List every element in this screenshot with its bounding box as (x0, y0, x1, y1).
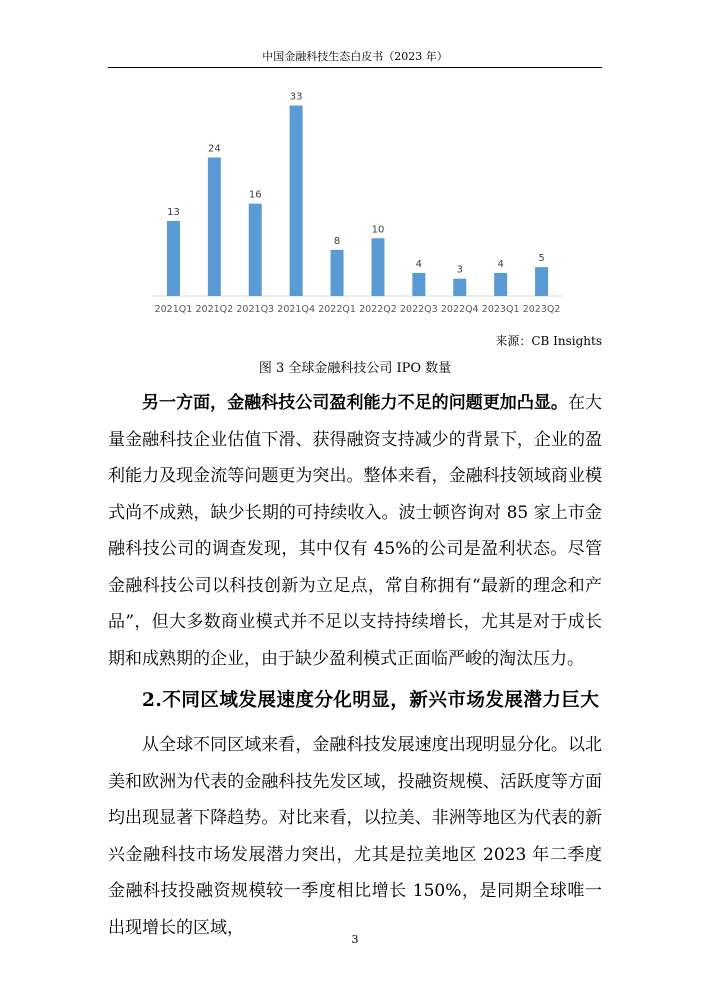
paragraph-lead-bold: 另一方面，金融科技公司盈利能力不足的问题更加凸显。 (142, 393, 568, 413)
data-label-2023Q1: 4 (497, 258, 504, 270)
bar-2022Q1 (331, 250, 344, 296)
data-label-2021Q2: 24 (207, 143, 221, 155)
paragraph-regional: 从全球不同区域来看，金融科技发展速度出现明显分化。以北美和欧洲为代表的金融科技先发区域，投融资规模、活跃度等方面均出现显著下降趋势。对比来看，以拉美、非洲等地区为代表的新兴金融科技市场发展潜力突出，尤其是拉美地区 2023 年二季度金融科技投融资规模较一季度相比增长 150%，是同期全球唯一出现增长的区域， (108, 735, 602, 938)
data-label-2021Q1: 13 (167, 206, 180, 218)
section-heading: 2.不同区域发展速度分化明显，新兴市场发展潜力巨大 (142, 690, 600, 711)
bar-2021Q3 (249, 204, 262, 296)
bar-2021Q4 (290, 106, 303, 296)
x-tick-2022Q4: 2022Q4 (440, 304, 479, 315)
figure-caption: 图 3 全球金融科技公司 IPO 数量 (258, 361, 452, 376)
x-tick-2021Q4: 2021Q4 (277, 304, 316, 315)
bar-2022Q3 (412, 273, 425, 296)
x-tick-2022Q1: 2022Q1 (318, 304, 356, 315)
data-label-2023Q2: 5 (538, 253, 545, 265)
x-tick-2023Q2: 2023Q2 (522, 304, 561, 315)
data-label-2022Q4: 3 (456, 264, 463, 276)
data-label-2021Q3: 16 (248, 189, 262, 201)
ipo-bar-chart (108, 82, 602, 322)
x-tick-2021Q3: 2021Q3 (236, 304, 275, 315)
header-rule (108, 67, 602, 68)
figure-source: 来源：CB Insights (495, 334, 602, 348)
x-tick-2021Q2: 2021Q2 (195, 304, 234, 315)
paragraph-profitability (108, 385, 602, 677)
data-label-2022Q3: 4 (415, 258, 423, 270)
bar-2023Q2 (535, 267, 548, 296)
data-label-2022Q1: 8 (333, 235, 341, 247)
x-tick-2023Q1: 2023Q1 (481, 304, 520, 315)
bar-2022Q2 (371, 238, 384, 296)
data-label-2021Q4: 33 (289, 91, 303, 103)
bar-2021Q2 (208, 157, 221, 296)
x-tick-2021Q1: 2021Q1 (154, 304, 193, 315)
page-number: 3 (351, 933, 359, 946)
paragraph-body: 在大量金融科技企业估值下滑、获得融资支持减少的背景下，企业的盈利能力及现金流等问题更为突出。整体来看，金融科技领域商业模式尚不成熟，缺少长期的可持续收入。波士顿咨询对 85 家上市金融科技公司的调查发现，其中仅有 45%的公司是盈利状态。尽管金融科技公司以科技创新为立足点，常自称拥有“最新的理念和产品”，但大多数商业模式并不足以支持持续增长，尤其是对于成长期和成熟期的企业，由于缺少盈利模式正面临严峻的淘汰压力。 (108, 393, 603, 669)
bar-2023Q1 (494, 273, 507, 296)
x-tick-2022Q2: 2022Q2 (359, 304, 397, 315)
bar-2022Q4 (453, 279, 466, 296)
x-tick-2022Q3: 2022Q3 (399, 304, 438, 315)
bar-2021Q1 (167, 221, 180, 296)
data-label-2022Q2: 10 (371, 224, 385, 236)
running-header: 中国金融科技生态白皮书（2023 年） (262, 50, 448, 63)
